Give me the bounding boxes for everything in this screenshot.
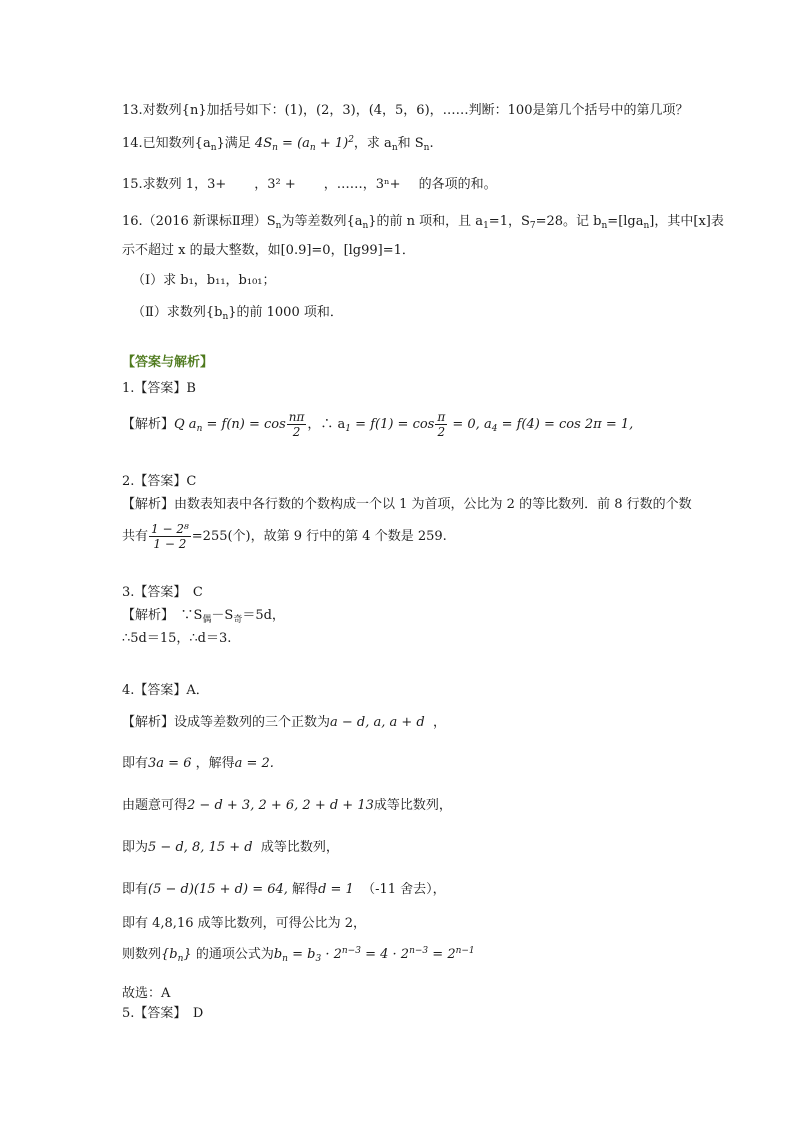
- answer-4-line8: 故选：A: [122, 986, 171, 1001]
- answer-4-line6: 即有 4,8,16 成等比数列，可得公比为 2，: [122, 916, 367, 931]
- fraction: $\frac{\pi}{2}$: [437, 410, 446, 439]
- answer-4-title: 4.【答案】A．: [122, 683, 209, 698]
- answer-4-line5: 即有(5 − d)(15 + d) = 64, 解得d = 1 （-11 舍去），: [122, 882, 446, 897]
- problem-16-line2: 示不超过 x 的最大整数，如[0.9]=0，[lg99]=1．: [122, 243, 415, 258]
- fraction: $\frac{n\pi}{2}$: [288, 410, 305, 439]
- answer-4-line3: 由题意可得2 − d + 3, 2 + 6, 2 + d + 13成等比数列，: [122, 798, 452, 813]
- answer-5-title: 5.【答案】 D: [122, 1006, 204, 1021]
- problem-13: 13.对数列{n}加括号如下：(1)，(2，3)，(4，5，6)，……判断：100是第几个括号中的第几项？: [122, 103, 689, 118]
- answer-1-title: 1.【答案】B: [122, 381, 196, 396]
- answer-4-line1: 【解析】设成等差数列的三个正数为a − d, a, a + d ，: [122, 715, 447, 730]
- answer-3-title: 3.【答案】 C: [122, 585, 203, 600]
- answer-3-line2: ∴5d＝15，∴d＝3.: [122, 631, 232, 646]
- problem-14: 14.已知数列$\{a_n\}$满足 $4S_n = (a_n + 1)^2$，求 $a_n$和 $S_n$.: [122, 135, 434, 153]
- problem-15: 15.求数列 1，3+ ，3² + ，……，3ⁿ+ 的各项的和。: [122, 177, 497, 192]
- answers-header: 【答案与解析】: [122, 355, 214, 370]
- fraction: $\frac{\text{1 − 2⁸}}{1 - 2}$: [151, 522, 189, 551]
- answer-1-explanation: 【解析】Q $a_n = f(n) = \cos$ $\frac{n\pi}{2}$ ，∴ $a_1 = f(1) = \cos$ $\frac{\pi}{2}$ = 0, $a_4 = f(4) = \cos 2\pi = 1$,: [122, 410, 634, 439]
- answer-2-title: 2.【答案】C: [122, 474, 197, 489]
- answer-4-line7: 则数列$\{b_n\}$ 的通项公式为$b_n = b_3 \cdot 2^{n-3} = 4 \cdot 2^{n-3} = 2^{n-1}$: [122, 946, 475, 964]
- answer-2-line1: 【解析】由数表知表中各行数的个数构成一个以 1 为首项，公比为 2 的等比数列．前 8 行数的个数: [122, 497, 692, 512]
- answer-3-line1: 【解析】 $\because S_偶-S_奇=5d$，: [122, 608, 285, 625]
- answer-2-line2: 共有 $\frac{\text{1 − 2⁸}}{1 - 2}$ =255(个)，故第 9 行中的第 4 个数是 259.: [122, 522, 447, 551]
- problem-16-part2: （Ⅱ）求数列$\{b_n\}$的前 1000 项和．: [132, 305, 343, 322]
- problem-16-part1: （Ⅰ）求 b₁，b₁₁，b₁₀₁；: [132, 273, 276, 288]
- answer-4-line4: 即为5 − d, 8, 15 + d 成等比数列，: [122, 840, 339, 855]
- answer-4-line2: 即有3a = 6 ，解得a = 2.: [122, 756, 274, 771]
- problem-14-formula: $4S_n = (a_n + 1)^2$: [254, 135, 354, 153]
- problem-16-line1: 16.（2016 新课标Ⅱ理）$S_n$为等差数列$\{a_n\}$的前 n 项和，且 $a_1=1$，$S_7=28$。记 $b_n=[\lg a_n]$，其中[x]表: [122, 214, 724, 231]
